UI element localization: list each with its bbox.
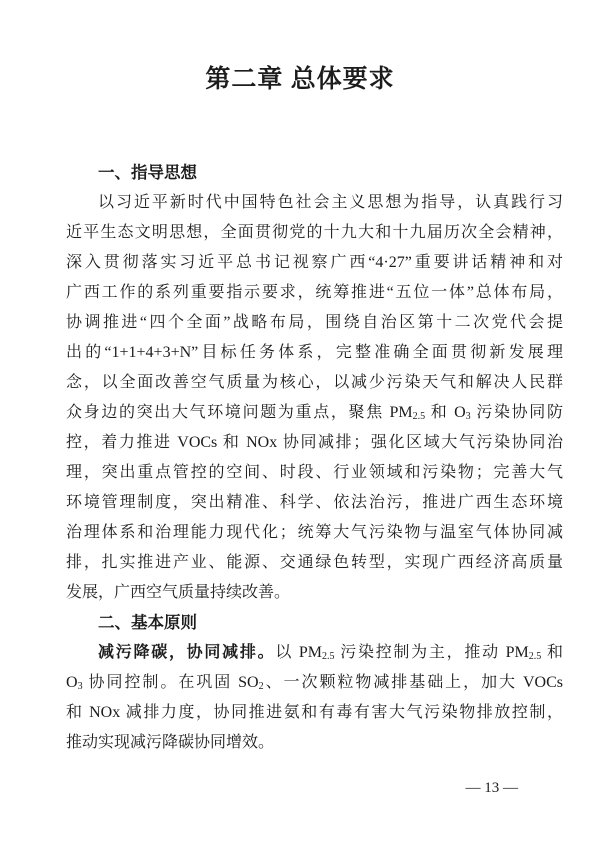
text-line <box>66 398 563 428</box>
text-run: 发展，广西空气质量持续改善。 <box>66 584 291 601</box>
subscript-text: 3 <box>77 681 83 692</box>
section-heading: 一、指导思想 <box>98 164 197 182</box>
text-run: 念，以全面改善空气质量为核心，以减少污染天气和解决人民群 <box>66 374 563 391</box>
text-run: 和 NOx 减排力度，协同推进氨和有毒有害大气污染物排放控制， <box>66 704 563 721</box>
text-line <box>66 638 563 668</box>
subscript-text: 2.5 <box>321 651 335 662</box>
text-run: 以习近平新时代中国特色社会主义思想为指导，认真践行习 <box>98 194 563 211</box>
text-line <box>66 488 563 518</box>
text-run: 众身边的突出大气环境问题为重点，聚焦 PM <box>66 404 413 421</box>
text-line <box>66 428 563 458</box>
text-run: 减污降碳，协同减排。 <box>98 644 276 661</box>
text-line <box>66 218 563 248</box>
chapter-title: 第二章 总体要求 <box>205 66 395 93</box>
page-number: — 13 — <box>465 780 518 796</box>
text-line <box>66 668 563 698</box>
text-run: 治理体系和治理能力现代化；统筹大气污染物与温室气体协同减 <box>66 524 563 541</box>
document-body <box>66 158 563 758</box>
text-run: 和 O <box>425 404 466 421</box>
text-line <box>66 278 563 308</box>
text-run: 、一次颗粒物减排基础上，加大 VOCs <box>263 674 563 691</box>
text-run: 污染控制为主，推动 PM <box>334 644 529 661</box>
text-run: 污染协同防 <box>470 404 563 421</box>
text-line <box>66 458 563 488</box>
text-run: 控，着力推进 VOCs 和 NOx 协同减排；强化区域大气污染协同治 <box>66 434 563 451</box>
text-line <box>66 188 563 218</box>
text-line <box>66 518 563 548</box>
subscript-text: 2.5 <box>528 651 542 662</box>
text-run: 以 PM <box>275 644 322 661</box>
text-line <box>66 338 563 368</box>
subscript-text: 2 <box>258 681 264 692</box>
text-line <box>66 248 563 278</box>
text-run: 排，扎实推进产业、能源、交通绿色转型，实现广西经济高质量 <box>66 554 563 571</box>
text-run: 协调推进“四个全面”战略布局，围绕自治区第十二次党代会提 <box>66 314 563 331</box>
text-line <box>66 308 563 338</box>
text-run: 和 <box>541 644 563 661</box>
text-run: 出的“1+1+4+3+N”目标任务体系，完整准确全面贯彻新发展理 <box>66 344 563 361</box>
section-heading: 二、基本原则 <box>98 614 197 632</box>
text-run: 协同控制。在巩固 SO <box>82 674 259 691</box>
text-line <box>66 728 563 758</box>
text-run: 广西工作的系列重要指示要求，统筹推进“五位一体”总体布局， <box>66 284 563 301</box>
subscript-text: 3 <box>465 411 471 422</box>
text-run: O <box>66 674 78 691</box>
text-line <box>66 698 563 728</box>
text-line <box>66 578 563 608</box>
text-run: 深入贯彻落实习近平总书记视察广西“4·27”重要讲话精神和对 <box>66 254 563 271</box>
text-line <box>66 548 563 578</box>
text-run: 环境管理制度，突出精准、科学、依法治污，推进广西生态环境 <box>66 494 563 511</box>
text-run: 近平生态文明思想，全面贯彻党的十九大和十九届历次全会精神， <box>66 224 563 241</box>
text-line <box>66 368 563 398</box>
text-run: 推动实现减污降碳协同增效。 <box>66 734 275 751</box>
text-run: 理，突出重点管控的空间、时段、行业领域和污染物；完善大气 <box>66 464 563 481</box>
subscript-text: 2.5 <box>412 411 426 422</box>
